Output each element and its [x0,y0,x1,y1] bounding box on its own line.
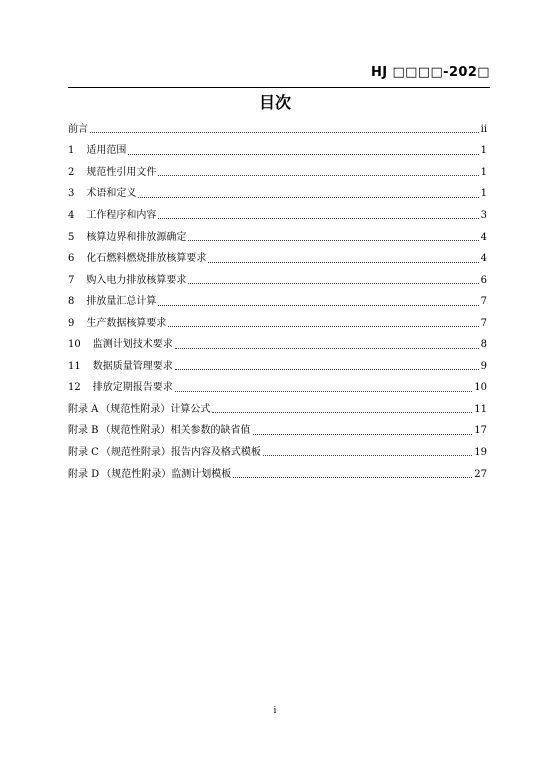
toc-entry-appendix-c [68,442,487,464]
toc-entry-7 [68,270,487,292]
toc-entry-page: 10 [474,382,487,394]
toc-entry-number: 1 [68,145,75,157]
toc-entry-title: 生产数据核算要求 [86,317,167,329]
toc-entry-title: 前言 [68,123,88,135]
toc-entry-6 [68,248,487,270]
toc-entry-title: 规范性引用文件 [86,166,157,178]
toc-entry-title: 排放量汇总计算 [86,296,157,308]
appendix-label: 附录 D [68,468,100,480]
appendix-note: （规范性附录） [100,425,171,437]
toc-entry-page: 1 [480,166,487,178]
toc-dot-leader [138,197,478,198]
toc-entry-page: 11 [474,403,487,415]
appendix-title: 相关参数的缺省值 [170,425,251,437]
toc-entry-preface [68,119,487,141]
toc-entry-number: 11 [68,360,81,372]
toc-dot-leader [90,132,479,133]
toc-dot-leader [233,477,472,478]
toc-entry-number: 2 [68,166,75,178]
toc-entry-title: 工作程序和内容 [86,209,157,221]
toc-entry-appendix-d [68,464,487,486]
toc-dot-leader [188,283,478,284]
toc-entry-3 [68,184,487,206]
toc-dot-leader [158,305,478,306]
toc-entry-title: 排放定期报告要求 [92,382,173,394]
toc-entry-12 [68,378,487,400]
standard-code: HJ □□□□-202□ [371,65,490,80]
appendix-note: （规范性附录） [101,468,172,480]
toc-entry-title: 化石燃料燃烧排放核算要求 [86,253,207,265]
header-rule [68,87,490,88]
toc-entry-title: 适用范围 [86,145,127,157]
table-of-contents [68,119,487,485]
toc-entry-page: 7 [480,317,487,329]
toc-dot-leader [128,154,478,155]
toc-entry-11 [68,356,487,378]
toc-entry-title: 数据质量管理要求 [92,360,173,372]
toc-entry-page: 6 [480,274,487,286]
toc-entry-title: 监测计划技术要求 [92,339,173,351]
toc-entry-title: 核算边界和排放源确定 [86,231,187,243]
appendix-title: 监测计划模板 [171,468,232,480]
page-number: i [273,706,277,716]
toc-dot-leader [158,218,478,219]
toc-entry-page: ii [480,123,487,135]
toc-entry-number: 6 [68,253,75,265]
toc-entry-page: 3 [480,209,487,221]
toc-entry-4 [68,205,487,227]
toc-dot-leader [253,434,473,435]
toc-dot-leader [175,369,479,370]
page-title: 目次 [258,93,291,112]
toc-entry-number: 3 [68,188,75,200]
toc-entry-page: 17 [474,425,487,437]
toc-entry-1 [68,141,487,163]
appendix-title: 报告内容及格式模板 [170,446,261,458]
toc-entry-2 [68,162,487,184]
toc-entry-appendix-b [68,421,487,443]
toc-dot-leader [188,240,478,241]
toc-entry-title: 购入电力排放核算要求 [86,274,187,286]
toc-entry-10 [68,334,487,356]
appendix-label: 附录 B [68,425,99,437]
appendix-note: （规范性附录） [100,446,171,458]
toc-entry-page: 19 [474,446,487,458]
toc-entry-number: 5 [68,231,75,243]
toc-entry-page: 9 [480,360,487,372]
toc-entry-page: 27 [474,468,487,480]
appendix-note: （规范性附录） [100,403,171,415]
toc-entry-page: 7 [480,296,487,308]
toc-entry-page: 1 [480,188,487,200]
toc-entry-8 [68,291,487,313]
toc-entry-page: 8 [480,339,487,351]
toc-entry-9 [68,313,487,335]
appendix-label: 附录 A [68,403,99,415]
toc-dot-leader [158,175,478,176]
toc-entry-5 [68,227,487,249]
appendix-title: 计算公式 [170,403,211,415]
toc-entry-number: 8 [68,296,75,308]
toc-dot-leader [212,412,472,413]
toc-entry-page: 1 [480,145,487,157]
toc-dot-leader [175,391,473,392]
toc-entry-page: 4 [480,231,487,243]
appendix-label: 附录 C [68,446,99,458]
toc-dot-leader [263,455,472,456]
toc-entry-title: 术语和定义 [86,188,137,200]
toc-entry-number: 10 [68,339,81,351]
toc-entry-number: 4 [68,209,75,221]
toc-dot-leader [168,326,478,327]
toc-dot-leader [208,262,478,263]
toc-entry-number: 9 [68,317,75,329]
toc-dot-leader [175,348,479,349]
toc-entry-appendix-a [68,399,487,421]
toc-entry-number: 12 [68,382,81,394]
toc-entry-page: 4 [480,253,487,265]
toc-entry-number: 7 [68,274,75,286]
